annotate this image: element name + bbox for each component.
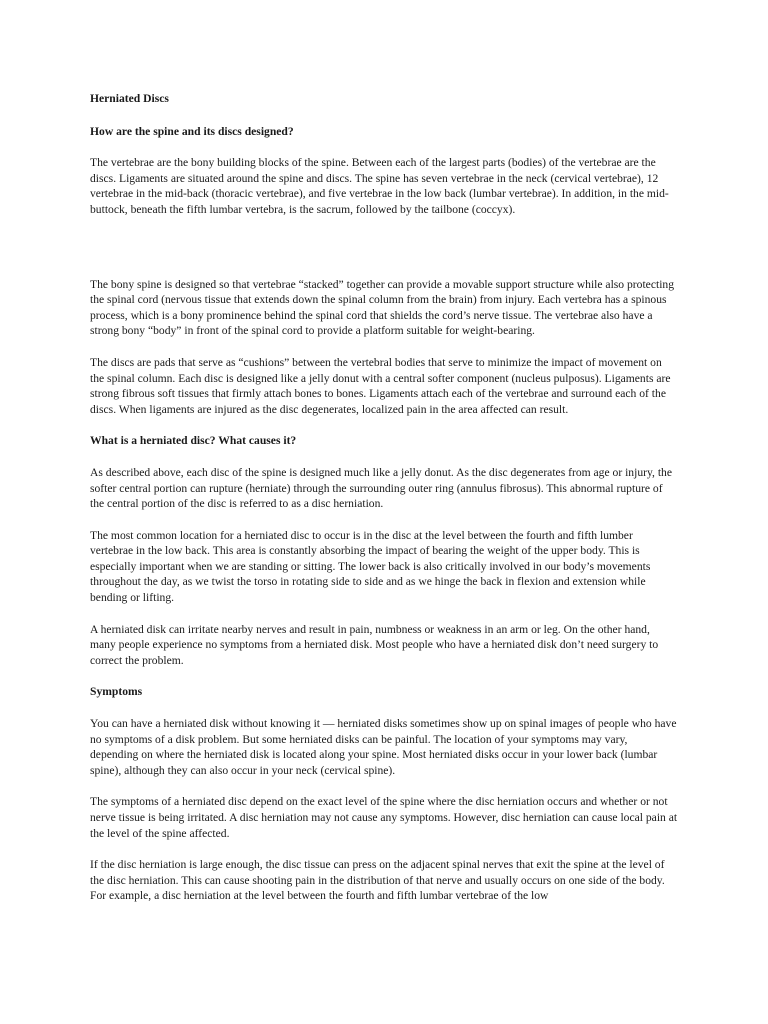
section-heading-spine-design: How are the spine and its discs designed? (90, 124, 294, 138)
section-heading-symptoms: Symptoms (90, 685, 143, 699)
paragraph: As described above, each disc of the spine is designed much like a jelly donut. As the disc degenerates from age or injury, the softer central portion can rupture (herniate) through the surrounding outer ring (annulus fibrosus). This abnormal rupture of the central portion of the disc is referred to as a disc herniation. (90, 465, 672, 511)
paragraph: The bony spine is designed so that vertebrae “stacked” together can provide a movable support structure while also protecting the spinal cord (nervous tissue that extends down the spinal column from the brain) from injury. Each vertebra has a spinous process, which is a bony prominence behind the spinal cord that shields the cord’s nerve tissue. The vertebrae also have a strong bony “body” in front of the spinal cord to provide a platform suitable for weight-bearing. (90, 277, 675, 338)
document-title: Herniated Discs (90, 92, 169, 105)
section-heading-herniated-disc: What is a herniated disc? What causes it? (90, 434, 297, 448)
blank-space (90, 234, 678, 277)
paragraph: You can have a herniated disk without knowing it — herniated disks sometimes show up on spinal images of people who have no symptoms of a disk problem. But some herniated disks can be painful. The location of your symptoms may vary, depending on where the herniated disk is located along your spine. Most herniated disks occur in your lower back (lumbar spine), although they can also occur in your neck (cervical spine). (90, 717, 677, 777)
paragraph: The most common location for a herniated disc to occur is in the disc at the level between the fourth and fifth lumber vertebrae in the low back. This area is constantly absorbing the impact of bearing the weight of the upper body. This is especially important when we are standing or sitting. The lower back is also critically involved in our body’s movements throughout the day, as we twist the torso in rotating side to side and as we hinge the back in flexion and extension while bending or lifting. (90, 528, 651, 605)
paragraph: The discs are pads that serve as “cushions” between the vertebral bodies that serve to minimize the impact of movement on the spinal column. Each disc is designed like a jelly donut with a central softer component (nucleus pulposus). Ligaments are strong fibrous soft tissues that firmly attach bones to bones. Ligaments attach each of the vertebrae and surround each of the discs. When ligaments are injured as the disc degenerates, localized pain in the area affected can result. (90, 355, 671, 416)
paragraph: A herniated disk can irritate nearby nerves and result in pain, numbness or weakness in an arm or leg. On the other hand, many people experience no symptoms from a herniated disk. Most people who have a herniated disk don’t need surgery to correct the problem. (90, 622, 659, 667)
paragraph: If the disc herniation is large enough, the disc tissue can press on the adjacent spinal nerves that exit the spine at the level of the disc herniation. This can cause shooting pain in the distribution of that nerve and usually occurs on one side of the body. For example, a disc herniation at the level between the fourth and fifth lumbar vertebrae of the low (90, 858, 665, 903)
paragraph: The symptoms of a herniated disc depend on the exact level of the spine where the disc herniation occurs and whether or not nerve tissue is being irritated. A disc herniation may not cause any symptoms. However, disc herniation can cause local pain at the level of the spine affected. (90, 795, 678, 840)
paragraph: The vertebrae are the bony building blocks of the spine. Between each of the largest parts (bodies) of the vertebrae are the discs. Ligaments are situated around the spine and discs. The spine has seven vertebrae in the neck (cervical vertebrae), 12 vertebrae in the mid-back (thoracic vertebrae), and five vertebrae in the low back (lumbar vertebrae). In addition, in the mid-buttock, beneath the fifth lumbar vertebra, is the sacrum, followed by the tailbone (coccyx). (90, 156, 669, 216)
